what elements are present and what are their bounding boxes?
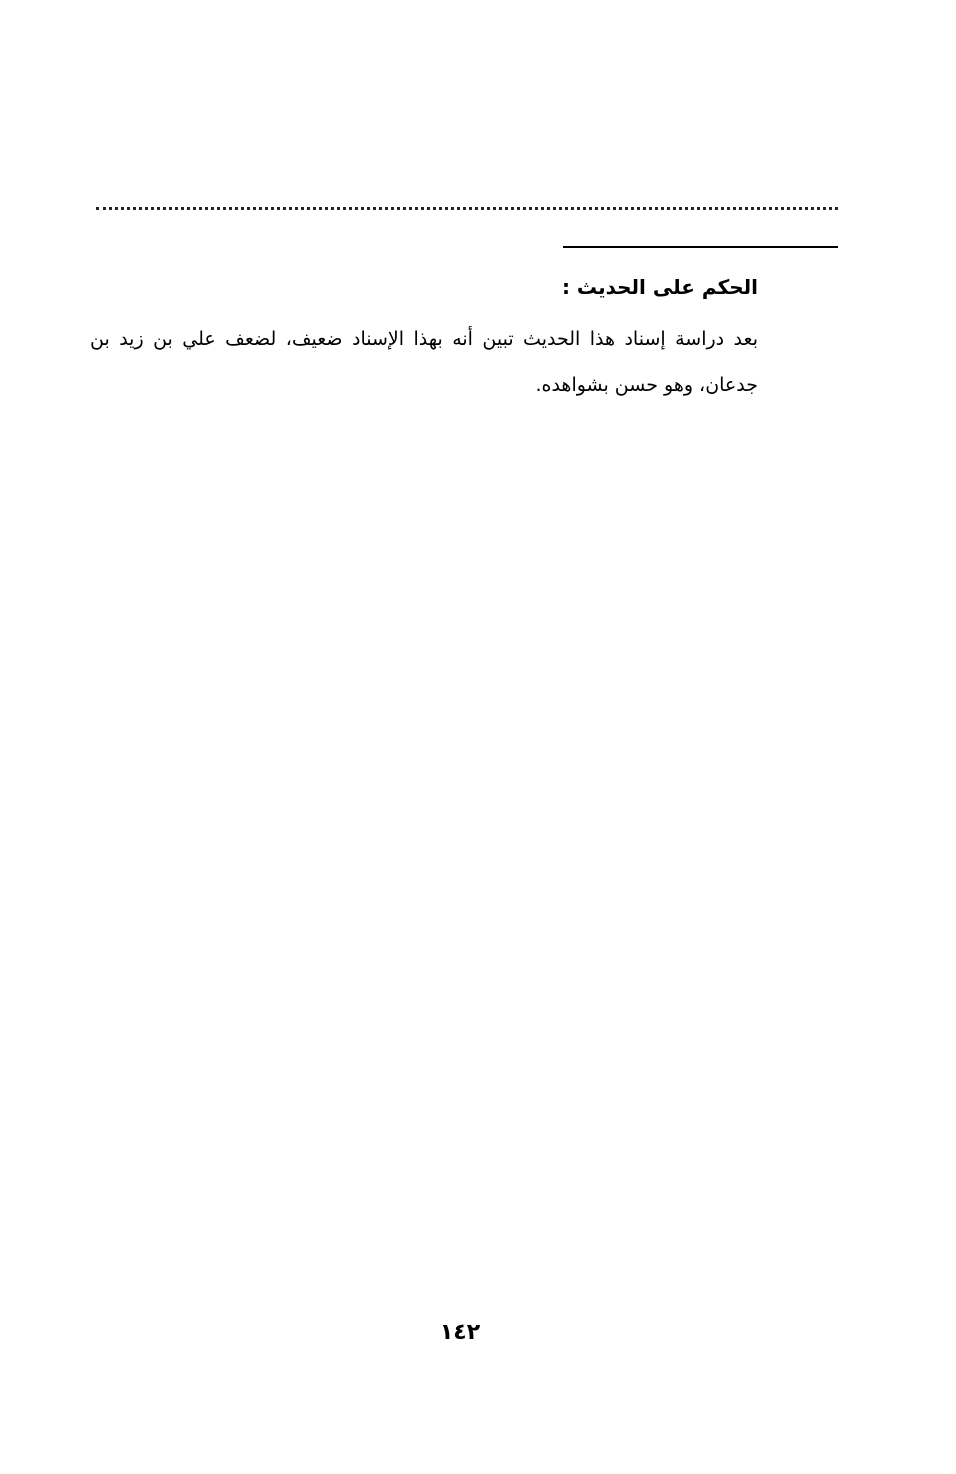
dotted-separator	[96, 207, 838, 210]
body-paragraph-container	[90, 316, 758, 408]
section-heading: الحكم على الحديث :	[561, 275, 758, 299]
section-separator-line	[563, 246, 838, 248]
page-number: ١٤٢	[439, 1320, 481, 1345]
body-paragraph: بعد دراسة إسناد هذا الحديث تبين أنه بهذا الإسناد ضعيف، لضعف علي بن زيد بن جدعان، وهو حسن بشواهده.	[90, 328, 758, 396]
